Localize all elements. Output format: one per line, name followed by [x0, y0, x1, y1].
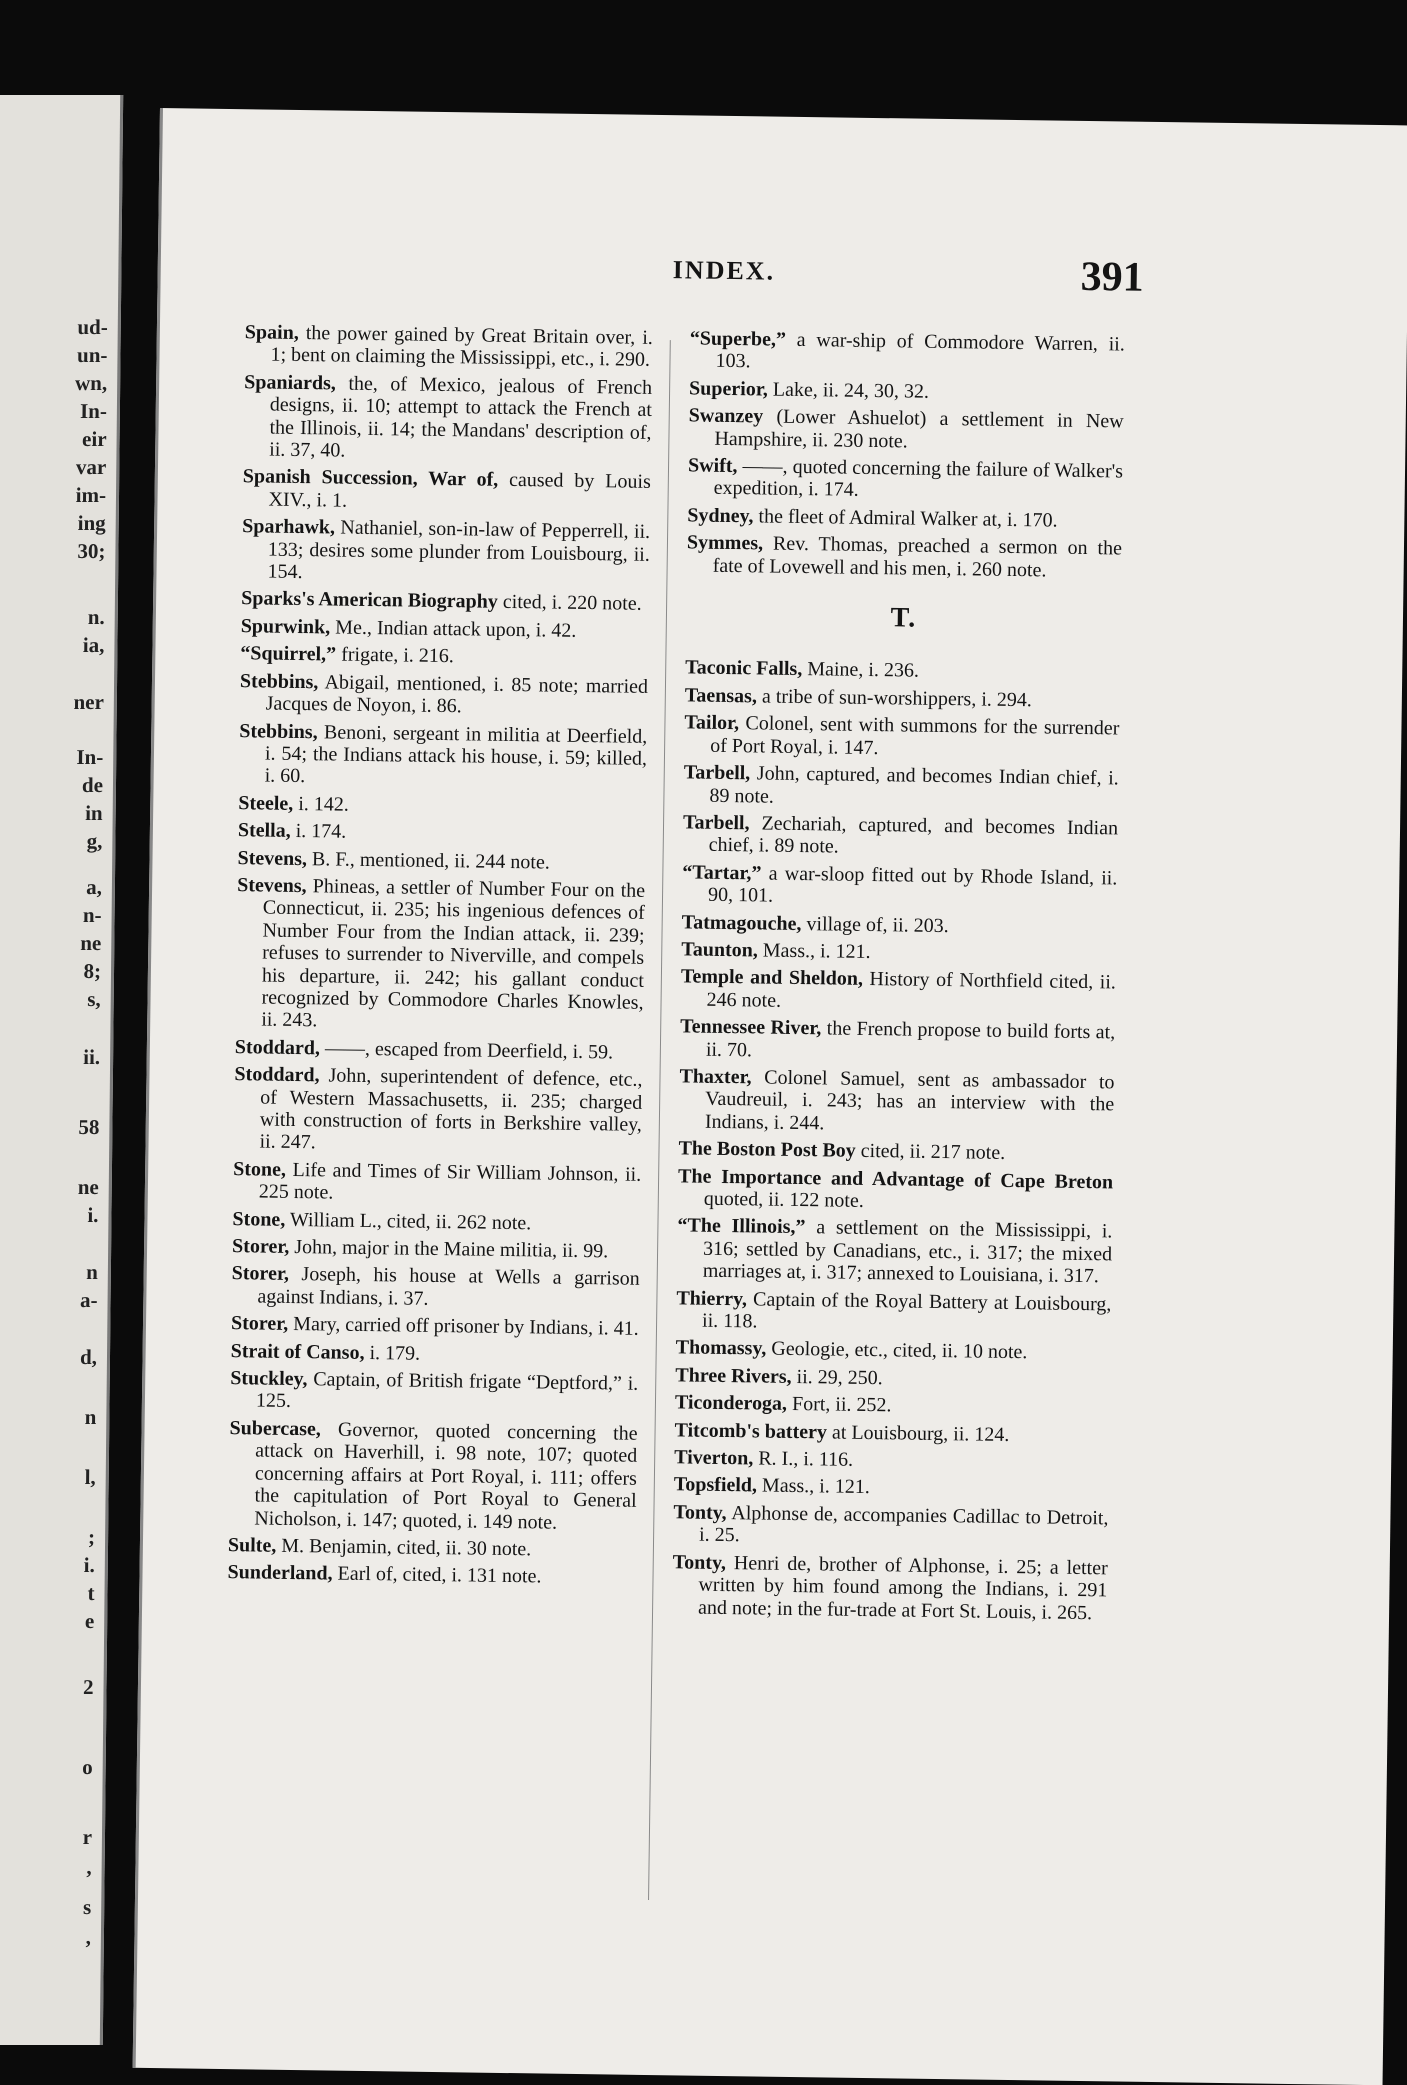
index-entry — [687, 504, 1122, 532]
index-entry-text: Abigail, mentioned, i. 85 note; married Jacques de Noyon, i. 86. — [265, 670, 649, 718]
index-entry — [230, 1340, 638, 1368]
index-entry-heading: Stuckley, — [230, 1367, 308, 1391]
index-entry — [244, 321, 653, 372]
index-entry-heading: Tonty, — [672, 1550, 727, 1574]
index-entry — [683, 811, 1119, 862]
index-entry-heading: Taconic Falls, — [685, 656, 803, 681]
index-entry-heading: The Importance and Advantage of Cape Breton — [677, 1164, 1114, 1194]
facing-page-fragment: eir — [81, 427, 107, 451]
index-entry — [688, 405, 1124, 456]
facing-page-fragment: ia, — [82, 633, 105, 657]
index-entry-heading: Symmes, — [686, 531, 764, 555]
index-entry — [227, 1561, 635, 1589]
index-entry-heading: Stoddard, — [234, 1035, 321, 1060]
facing-page-fragment: i. — [87, 1203, 99, 1227]
facing-page-fragment: i. — [83, 1553, 95, 1577]
facing-page-fragment: ner — [73, 690, 104, 714]
index-entry-text: Governor, quoted concerning the attack on Haverhill, i. 98 note, 107; quoted concerning affairs at Port Royal, i. 111; offers the capitulation of Port Royal to General Nicholson, i. 147; quoted, i. 149 note. — [254, 1418, 638, 1534]
index-entry-text: i. 174. — [290, 820, 347, 843]
index-entry-text: Colonel Samuel, sent as ambassador to Vaudreuil, i. 243; has an interview with the Indians, i. 244. — [704, 1066, 1115, 1135]
facing-page-fragment: ne — [77, 1175, 99, 1199]
index-entry — [231, 1312, 639, 1340]
index-entry — [238, 792, 646, 820]
facing-page-fragment: im- — [75, 483, 107, 507]
index-entry-text: the fleet of Admiral Walker at, i. 170. — [753, 505, 1058, 532]
facing-page-fragment: ing — [77, 511, 106, 535]
index-entry — [675, 1364, 1110, 1392]
index-entry — [681, 938, 1116, 966]
index-column-right — [672, 327, 1125, 1629]
index-entry-heading: Stoddard, — [234, 1063, 320, 1087]
facing-page-fragment: var — [75, 455, 107, 479]
index-entry-heading: Tonty, — [673, 1501, 727, 1524]
index-entry — [682, 911, 1117, 939]
index-entry-heading: Thierry, — [676, 1286, 748, 1310]
index-entry — [232, 1208, 640, 1236]
index-entry — [674, 1474, 1109, 1502]
facing-page-fragment: 30; — [77, 539, 106, 563]
facing-page-fragment: s, — [87, 987, 101, 1011]
index-entry-heading: “Tartar,” — [682, 861, 762, 885]
index-entry-text: a war-ship of Commodore Warren, ii. 103. — [715, 328, 1125, 373]
index-entry-text: B. F., mentioned, ii. 244 note. — [306, 847, 550, 874]
index-entry — [241, 588, 649, 616]
index-entry-heading: Tarbell, — [682, 811, 750, 835]
index-entry-text: cited, ii. 217 note. — [855, 1140, 1006, 1165]
index-entry-heading: Spurwink, — [240, 615, 331, 639]
index-entry-text: i. 142. — [293, 792, 349, 816]
index-entry-heading: Titcomb's battery — [674, 1418, 828, 1444]
index-entry — [242, 466, 651, 517]
index-entry — [240, 670, 649, 721]
index-entry — [241, 515, 650, 588]
index-entry — [680, 1016, 1116, 1067]
index-entry — [233, 1063, 642, 1158]
column-divider — [648, 340, 671, 1900]
index-entry — [240, 642, 648, 670]
index-entry-heading: Tailor, — [684, 711, 740, 735]
index-entry-heading: Stebbins, — [239, 719, 318, 743]
index-entry-text: Maine, i. 236. — [802, 658, 920, 683]
index-entry-text: cited, i. 220 note. — [497, 591, 642, 616]
facing-page-fragment: un- — [77, 343, 108, 367]
facing-page-fragment: e — [84, 1609, 95, 1633]
index-entry-heading: “Squirrel,” — [240, 642, 337, 666]
index-entry-text: the, of Mexico, jealous of French designs, ii. 10; attempt to attack the French at the Illinois, ii. 14; the Mandans' description of, ii. 37, 40. — [269, 372, 653, 462]
index-entry-text: M. Benjamin, cited, ii. 30 note. — [276, 1534, 532, 1561]
facing-page-fragment: , — [85, 1925, 92, 1949]
index-entry-heading: Strait of Canso, — [230, 1339, 365, 1364]
index-entry — [228, 1417, 638, 1535]
index-entry — [230, 1367, 639, 1418]
index-entry-text: John, captured, and becomes Indian chief, i. 89 note. — [709, 762, 1119, 808]
index-entry-heading: Superior, — [688, 377, 769, 401]
index-entry — [679, 1065, 1115, 1138]
index-entry-text: History of Northfield cited, ii. 246 note. — [706, 968, 1117, 1012]
index-entry — [684, 712, 1120, 763]
facing-page-fragment: wn, — [74, 371, 108, 395]
index-entry-heading: Stevens, — [237, 846, 308, 870]
index-entry-text: John, superintendent of defence, etc., of Western Massachusetts, ii. 235; charged with construction of forts in Berkshire valley, ii. 247. — [259, 1064, 643, 1154]
index-entry — [677, 1215, 1113, 1288]
index-entry-heading: Swift, — [687, 454, 738, 478]
index-entry-text: ii. 29, 250. — [791, 1365, 883, 1390]
index-entry-heading: Taunton, — [681, 938, 758, 962]
index-entry — [228, 1534, 636, 1562]
index-entry-text: i. 179. — [364, 1341, 421, 1365]
index-entry-text: Captain, of British frigate “Deptford,” i. 125. — [255, 1368, 639, 1413]
facing-page-fragment: de — [81, 773, 104, 797]
index-entry — [674, 1446, 1109, 1474]
facing-page-fragment: ; — [87, 1525, 96, 1549]
index-entry — [685, 684, 1120, 712]
index-entry — [237, 847, 645, 875]
index-entry — [233, 1158, 642, 1209]
facing-page-fragment: r — [82, 1825, 93, 1849]
index-entry-text: Captain of the Royal Battery at Louisbourg, ii. 118. — [701, 1287, 1112, 1333]
index-entry-text: frigate, i. 216. — [335, 643, 455, 668]
facing-page-fragment: 2 — [82, 1675, 94, 1699]
index-entry-heading: Sulte, — [227, 1533, 277, 1557]
index-entry-heading: Tiverton, — [674, 1446, 754, 1470]
index-entry-heading: Stella, — [237, 819, 291, 843]
facing-page-fragment: in — [85, 801, 103, 825]
facing-page-fragment: n — [86, 1260, 99, 1284]
index-entry-heading: Stone, — [232, 1207, 286, 1231]
index-entry-heading: Steele, — [238, 791, 294, 815]
index-entry-heading: Thomassy, — [675, 1336, 767, 1361]
index-entry-text: the French propose to build forts at, ii. 70. — [705, 1017, 1116, 1061]
index-entry-heading: Tatmagouche, — [681, 910, 802, 935]
index-entry-heading: Spanish Succession, War of, — [242, 465, 499, 492]
index-entry-text: Joseph, his house at Wells a garrison against Indians, i. 37. — [257, 1263, 640, 1310]
index-entry — [678, 1138, 1113, 1166]
index-entry-heading: Sydney, — [687, 504, 754, 528]
index-entry-text: quoted, ii. 122 note. — [703, 1187, 864, 1212]
index-entry — [685, 657, 1120, 685]
index-entry-heading: “Superbe,” — [689, 327, 787, 351]
index-entry — [238, 819, 646, 847]
index-entry-text: Earl of, cited, i. 131 note. — [332, 1562, 542, 1588]
index-entry-heading: Sunderland, — [227, 1561, 333, 1585]
index-entry — [689, 327, 1125, 378]
index-entry-text: Colonel, sent with summons for the surrender of Port Royal, i. 147. — [710, 712, 1120, 759]
index-entry-text: Phineas, a settler of Number Four on the Connecticut, ii. 235; his ingenious defences of Number Four from the Indian attack, ii. 239; refuses to surrender to Niverville, and compels his departure, ii. 242; his gallant conduct recognized by Commodore Charles Knowles, ii. 243. — [261, 875, 646, 1032]
index-entry — [689, 377, 1124, 405]
index-entry-heading: Spaniards, — [244, 371, 337, 395]
facing-page-fragment: ii. — [83, 1045, 101, 1069]
index-entry-text: ——, escaped from Deerfield, i. 59. — [319, 1037, 614, 1064]
index-entry-text: Rev. Thomas, preached a sermon on the fate of Lovewell and his men, i. 260 note. — [712, 532, 1123, 582]
index-entry-heading: Thaxter, — [679, 1065, 752, 1089]
index-entry-heading: Temple and Sheldon, — [680, 965, 864, 991]
facing-page-fragment: a- — [79, 1288, 98, 1312]
facing-page-fragment: l, — [84, 1465, 96, 1489]
index-entry-text: Henri de, brother of Alphonse, i. 25; a letter written by him found among the Indians, i. 291 and note; in the fur-trade at Fort St. Louis, i. 265. — [697, 1551, 1108, 1624]
index-entry-text: Nathaniel, son-in-law of Pepperrell, ii. 133; desires some plunder from Louisbourg, ii. 154. — [267, 516, 651, 584]
index-entry-heading: Storer, — [230, 1312, 289, 1336]
index-entry — [243, 371, 652, 466]
index-entry-text: a war-sloop fitted out by Rhode Island, ii. 90, 101. — [707, 862, 1118, 907]
index-entry — [676, 1287, 1112, 1338]
index-entry-heading: Three Rivers, — [675, 1364, 792, 1388]
index-entry-text: Mass., i. 121. — [757, 939, 871, 963]
facing-page-fragment: g, — [86, 829, 103, 853]
facing-page-fragment: , — [86, 1855, 92, 1879]
index-entry — [673, 1501, 1109, 1552]
page-number: 391 — [1080, 253, 1145, 301]
facing-page-fragment: d, — [79, 1345, 98, 1369]
index-page — [133, 108, 1407, 2085]
index-entry-text: Alphonse de, accompanies Cadillac to Detroit, i. 25. — [698, 1501, 1109, 1547]
index-entry-text: Lake, ii. 24, 30, 32. — [767, 378, 930, 403]
facing-page-fragment: 58 — [78, 1115, 100, 1139]
index-entry — [232, 1235, 640, 1263]
facing-page-fragment: ne — [80, 931, 102, 955]
running-head: INDEX. — [672, 255, 776, 286]
section-letter: T. — [890, 602, 917, 634]
index-column-left — [227, 321, 653, 1594]
index-entry-heading: Sparks's American Biography — [241, 587, 498, 614]
index-entry-text: John, major in the Maine militia, ii. 99. — [289, 1235, 609, 1263]
index-entry-heading: Subercase, — [229, 1416, 322, 1441]
index-entry-text: Mary, carried off prisoner by Indians, i. 41. — [288, 1313, 639, 1341]
index-entry — [235, 1036, 643, 1064]
index-entry — [682, 861, 1118, 912]
index-entry-heading: Tarbell, — [683, 761, 751, 785]
index-entry-text: Geologie, etc., cited, ii. 10 note. — [766, 1338, 1028, 1364]
index-entry-heading: Stebbins, — [239, 669, 319, 693]
facing-page-fragment: In- — [79, 399, 108, 423]
facing-page-fragment: ud- — [77, 315, 108, 339]
index-entry-text: Fort, ii. 252. — [786, 1393, 892, 1417]
facing-page-fragment: 8; — [83, 959, 102, 983]
facing-page-fragment: a, — [86, 875, 103, 899]
index-entry-text: (Lower Ashuelot) a settlement in New Hampshire, ii. 230 note. — [714, 405, 1124, 453]
index-entry-heading: Spain, — [244, 321, 299, 344]
index-entries-s — [687, 327, 1125, 582]
index-entry — [241, 615, 649, 643]
facing-page-fragment: n — [84, 1405, 97, 1429]
index-entry-heading: Ticonderoga, — [674, 1391, 788, 1416]
index-entry — [672, 1551, 1108, 1624]
facing-page-fragment: n- — [82, 903, 102, 927]
index-entry — [235, 874, 645, 1037]
index-entry — [674, 1419, 1109, 1447]
index-entry-text: at Louisbourg, ii. 124. — [826, 1421, 1010, 1446]
index-entry — [239, 720, 648, 793]
facing-page-fragment: In- — [76, 745, 104, 769]
index-entry-heading: Storer, — [231, 1262, 290, 1286]
index-entry-heading: Swanzey — [688, 404, 764, 428]
index-entry-text: R. I., i. 116. — [753, 1447, 854, 1471]
index-entry-text: Mass., i. 121. — [756, 1474, 870, 1499]
index-entry-heading: Stevens, — [237, 874, 307, 898]
index-entry-text: Life and Times of Sir William Johnson, ii. 225 note. — [258, 1158, 642, 1204]
index-entry-heading: Taensas, — [684, 684, 758, 708]
facing-page-fragment: s — [82, 1895, 92, 1919]
facing-page-fragment: n. — [87, 605, 105, 629]
index-entry — [231, 1263, 640, 1314]
index-entry-text: Zechariah, captured, and becomes Indian chief, i. 89 note. — [708, 812, 1119, 858]
index-entry-heading: Sparhawk, — [242, 515, 336, 539]
index-entry — [683, 761, 1119, 812]
index-entry-text: a settlement on the Mississippi, i. 316; settled by Canadians, etc., i. 317; the mixed marriages at, i. 317; annexed to Louisiana, i. 317. — [702, 1216, 1113, 1288]
facing-page-edge — [0, 95, 123, 2045]
index-entry-text: ——, quoted concerning the failure of Walker's expedition, i. 174. — [713, 455, 1124, 502]
index-entry-text: the power gained by Great Britain over, i. 1; bent on claiming the Mississippi, etc., i. 290. — [270, 321, 653, 372]
index-entry-heading: “The Illinois,” — [677, 1214, 806, 1239]
page-header — [160, 248, 1407, 325]
index-entry-text: a tribe of sun-worshippers, i. 294. — [756, 685, 1033, 712]
index-entries-t — [672, 657, 1120, 1624]
index-entry-heading: Topsfield, — [673, 1473, 758, 1497]
index-entry-text: village of, ii. 203. — [801, 912, 949, 937]
index-entry-text: Me., Indian attack upon, i. 42. — [330, 616, 577, 642]
index-entry — [687, 532, 1123, 583]
index-entry — [680, 966, 1116, 1017]
index-entry-text: caused by Louis XIV., i. 1. — [268, 469, 651, 512]
index-entry — [675, 1392, 1110, 1420]
facing-page-fragment: t — [87, 1581, 95, 1605]
index-entry-heading: Storer, — [231, 1235, 290, 1258]
index-entry-text: William L., cited, ii. 262 note. — [285, 1208, 532, 1234]
index-entry-heading: Stone, — [233, 1157, 287, 1181]
index-entry — [676, 1337, 1111, 1365]
index-entry-heading: The Boston Post Boy — [678, 1137, 856, 1163]
index-entry-heading: Tennessee River, — [680, 1015, 822, 1040]
index-entry-text: Benoni, sergeant in militia at Deerfield, i. 54; the Indians attack his house, i. 59; killed, i. 60. — [264, 720, 648, 788]
index-entry — [688, 454, 1124, 505]
index-entry — [678, 1165, 1114, 1216]
facing-page-fragment: o — [82, 1755, 93, 1779]
